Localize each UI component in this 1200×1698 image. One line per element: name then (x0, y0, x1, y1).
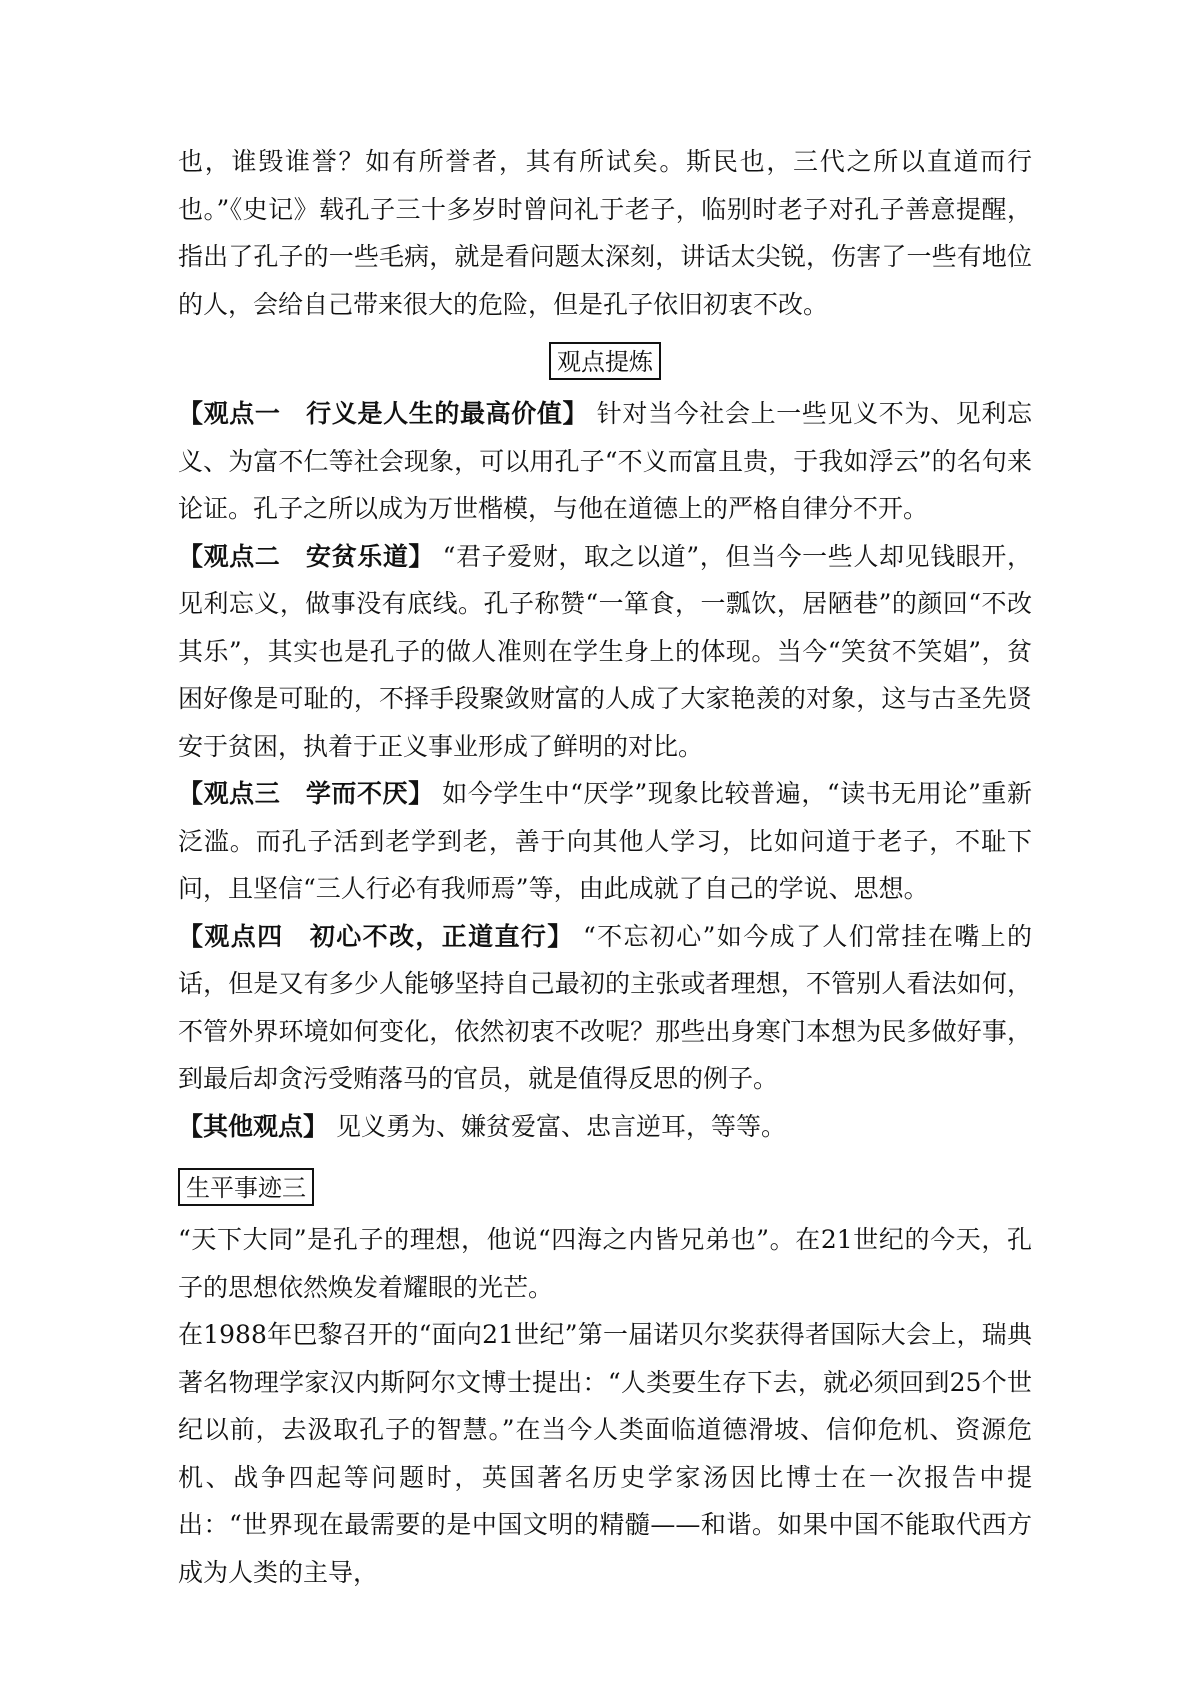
viewpoint-3-title: 【观点三 学而不厌】 (178, 779, 434, 808)
section-heading-row-2 (178, 1168, 1032, 1206)
viewpoint-3 (178, 770, 1032, 913)
viewpoint-other-title: 【其他观点】 (178, 1111, 329, 1141)
viewpoint-1-text: 针对当今社会上一些见义不为、见利忘义、为富不仁等社会现象，可以用孔子“不义而富且贵，于我如浮云”的名句来论证。孔子之所以成为万世楷模，与他在道德上的严格自律分不开。 (178, 399, 1032, 523)
viewpoint-4-text: “不忘初心”如今成了人们常挂在嘴上的话，但是又有多少人能够坚持自己最初的主张或者理想，不管别人看法如何，不管外界环境如何变化，依然初衷不改呢？那些出身寒门本想为民多做好事，到最后却贪污受贿落马的官员，就是值得反思的例子。 (178, 921, 1032, 1093)
viewpoint-2-text: “君子爱财，取之以道”，但当今一些人却见钱眼开，见利忘义，做事没有底线。孔子称赞“一箪食，一瓢饮，居陋巷”的颜回“不改其乐”，其实也是孔子的做人准则在学生身上的体现。当今“笑贫不笑娼”，贫困好像是可耻的，不择手段聚敛财富的人成了大家艳羡的对象，这与古圣先贤安于贫困，执着于正义事业形成了鲜明的对比。 (178, 541, 1032, 761)
section-heading-row (178, 342, 1032, 380)
viewpoint-other-text: 见义勇为、嫌贫爱富、忠言逆耳，等等。 (335, 1111, 786, 1141)
viewpoint-other (178, 1103, 1032, 1151)
viewpoint-4 (178, 913, 1032, 1103)
viewpoint-4-title: 【观点四 初心不改，正道直行】 (178, 921, 574, 951)
body-paragraph-1: “天下大同”是孔子的理想，他说“四海之内皆兄弟也”。在21世纪的今天，孔子的思想依然焕发着耀眼的光芒。 (178, 1225, 1032, 1302)
intro-paragraph: 也，谁毁谁誉？如有所誉者，其有所试矣。斯民也，三代之所以直道而行也。”《史记》载孔子三十多岁时曾问礼于老子，临别时老子对孔子善意提醒，指出了孔子的一些毛病，就是看问题太深刻，讲话太尖锐，伤害了一些有地位的人，会给自己带来很大的危险，但是孔子依旧初衷不改。 (178, 147, 1032, 319)
viewpoint-3-text: 如今学生中“厌学”现象比较普遍，“读书无用论”重新泛滥。而孔子活到老学到老，善于向其他人学习，比如问道于老子，不耻下问，且坚信“三人行必有我师焉”等，由此成就了自己的学说、思想。 (178, 779, 1032, 903)
body-paragraph-2: 在1988年巴黎召开的“面向21世纪”第一届诺贝尔奖获得者国际大会上，瑞典著名物理学家汉内斯阿尔文博士提出：“人类要生存下去，就必须回到25个世纪以前，去汲取孔子的智慧。”在当今人类面临道德滑坡、信仰危机、资源危机、战争四起等问题时，英国著名历史学家汤因比博士在一次报告中提出：“世界现在最需要的是中国文明的精髓——和谐。如果中国不能取代西方成为人类的主导， (178, 1320, 1032, 1587)
viewpoint-1-title: 【观点一 行义是人生的最高价值】 (178, 399, 589, 428)
viewpoint-2-title: 【观点二 安贫乐道】 (178, 541, 435, 571)
section-heading-life-events-3: 生平事迹三 (178, 1168, 314, 1206)
section-heading-viewpoints: 观点提炼 (549, 342, 661, 380)
viewpoint-1 (178, 390, 1032, 533)
document-page (178, 138, 1032, 1596)
viewpoint-2 (178, 533, 1032, 771)
